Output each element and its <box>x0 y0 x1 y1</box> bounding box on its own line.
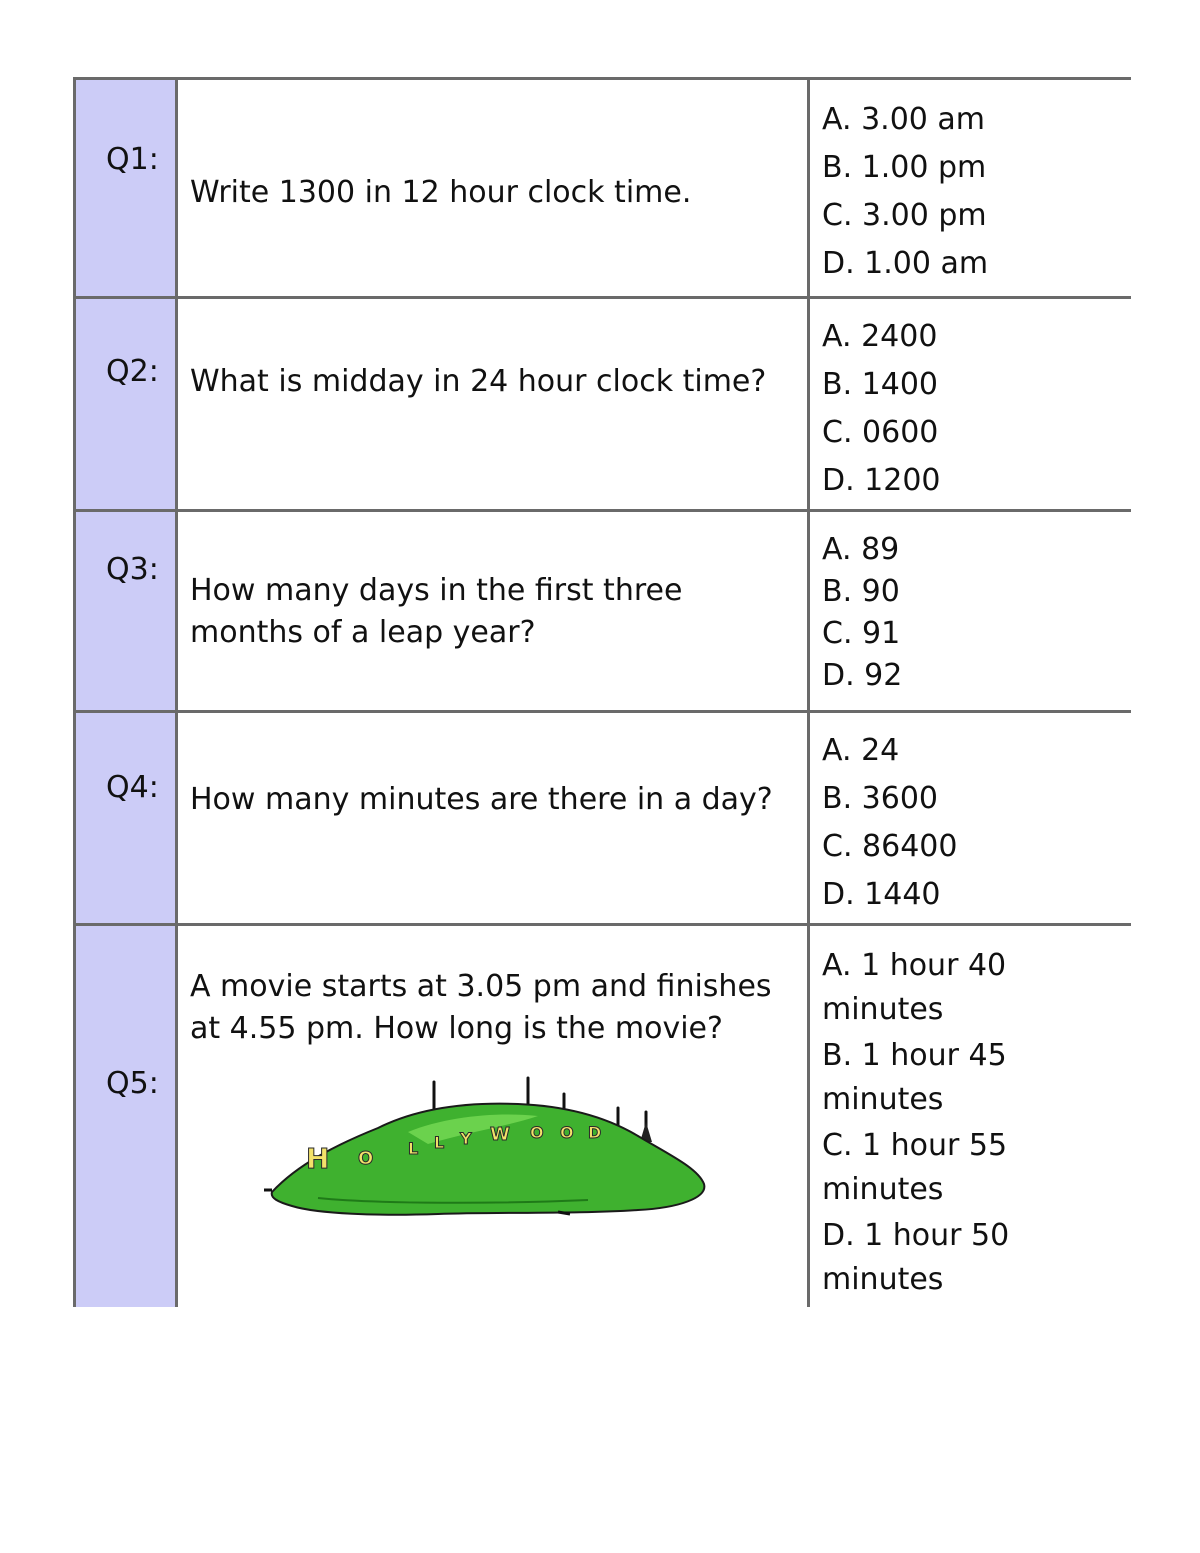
question-number-cell <box>75 712 177 925</box>
answer-options-cell <box>809 298 1132 511</box>
question-number-cell <box>75 79 177 298</box>
answer-option: D. 1 hour 50 minutes <box>822 1218 1010 1297</box>
svg-text:O: O <box>560 1123 574 1142</box>
question-number: Q2: <box>106 354 159 389</box>
answer-option: C. 0600 <box>822 415 939 450</box>
svg-text:L: L <box>408 1139 419 1158</box>
question-text-cell <box>177 925 809 1308</box>
question-text: How many minutes are there in a day? <box>190 782 773 817</box>
question-row <box>75 79 1132 298</box>
answer-option: D. 92 <box>822 658 903 693</box>
quiz-table <box>73 77 1131 1307</box>
question-number-cell <box>75 298 177 511</box>
answer-option: A. 1 hour 40 minutes <box>822 948 1007 1027</box>
answer-option: B. 1 hour 45 minutes <box>822 1038 1007 1117</box>
answer-options <box>810 926 1131 1307</box>
svg-text:O: O <box>358 1148 374 1169</box>
question-number: Q4: <box>106 770 159 805</box>
question-text: A movie starts at 3.05 pm and finishes at 4.55 pm. How long is the movie? <box>190 969 772 1046</box>
answer-options <box>810 80 1131 292</box>
question-text-cell <box>177 298 809 511</box>
svg-text:W: W <box>490 1124 510 1145</box>
answer-options-cell <box>809 925 1132 1308</box>
answer-option: A. 3.00 am <box>822 102 986 137</box>
question-row <box>75 511 1132 712</box>
answer-option: B. 3600 <box>822 781 939 816</box>
answer-option: A. 89 <box>822 532 900 567</box>
question-text: How many days in the first three months of a leap year? <box>190 573 683 650</box>
answer-option: B. 90 <box>822 574 900 609</box>
question-number: Q3: <box>106 552 159 587</box>
question-text: Write 1300 in 12 hour clock time. <box>190 175 692 210</box>
question-number: Q5: <box>106 1066 159 1101</box>
answer-options <box>810 713 1131 923</box>
question-row <box>75 925 1132 1308</box>
question-number-cell <box>75 925 177 1308</box>
answer-option: D. 1.00 am <box>822 246 989 281</box>
answer-option: C. 1 hour 55 minutes <box>822 1128 1008 1207</box>
svg-text:L: L <box>434 1133 445 1152</box>
question-text-cell <box>177 79 809 298</box>
answer-option: B. 1400 <box>822 367 939 402</box>
answer-options-cell <box>809 79 1132 298</box>
answer-option: D. 1200 <box>822 463 941 498</box>
answer-options-cell <box>809 712 1132 925</box>
answer-option: C. 91 <box>822 616 901 651</box>
answer-options <box>810 299 1131 509</box>
answer-options <box>810 512 1131 710</box>
question-number: Q1: <box>106 142 159 177</box>
svg-text:D: D <box>588 1123 602 1142</box>
answer-option: B. 1.00 pm <box>822 150 987 185</box>
question-text-cell <box>177 511 809 712</box>
answer-options-cell <box>809 511 1132 712</box>
hollywood-hill-icon <box>258 1072 718 1222</box>
answer-option: A. 2400 <box>822 319 938 354</box>
quiz-worksheet <box>73 77 1131 1307</box>
question-row <box>75 298 1132 511</box>
question-text-cell <box>177 712 809 925</box>
question-text: What is midday in 24 hour clock time? <box>190 364 767 399</box>
question-row <box>75 712 1132 925</box>
svg-text:Y: Y <box>460 1129 472 1148</box>
answer-option: A. 24 <box>822 733 900 768</box>
question-number-cell <box>75 511 177 712</box>
svg-text:H: H <box>306 1142 330 1175</box>
answer-option: D. 1440 <box>822 877 941 912</box>
answer-option: C. 3.00 pm <box>822 198 987 233</box>
answer-option: C. 86400 <box>822 829 958 864</box>
svg-text:O: O <box>530 1123 544 1142</box>
